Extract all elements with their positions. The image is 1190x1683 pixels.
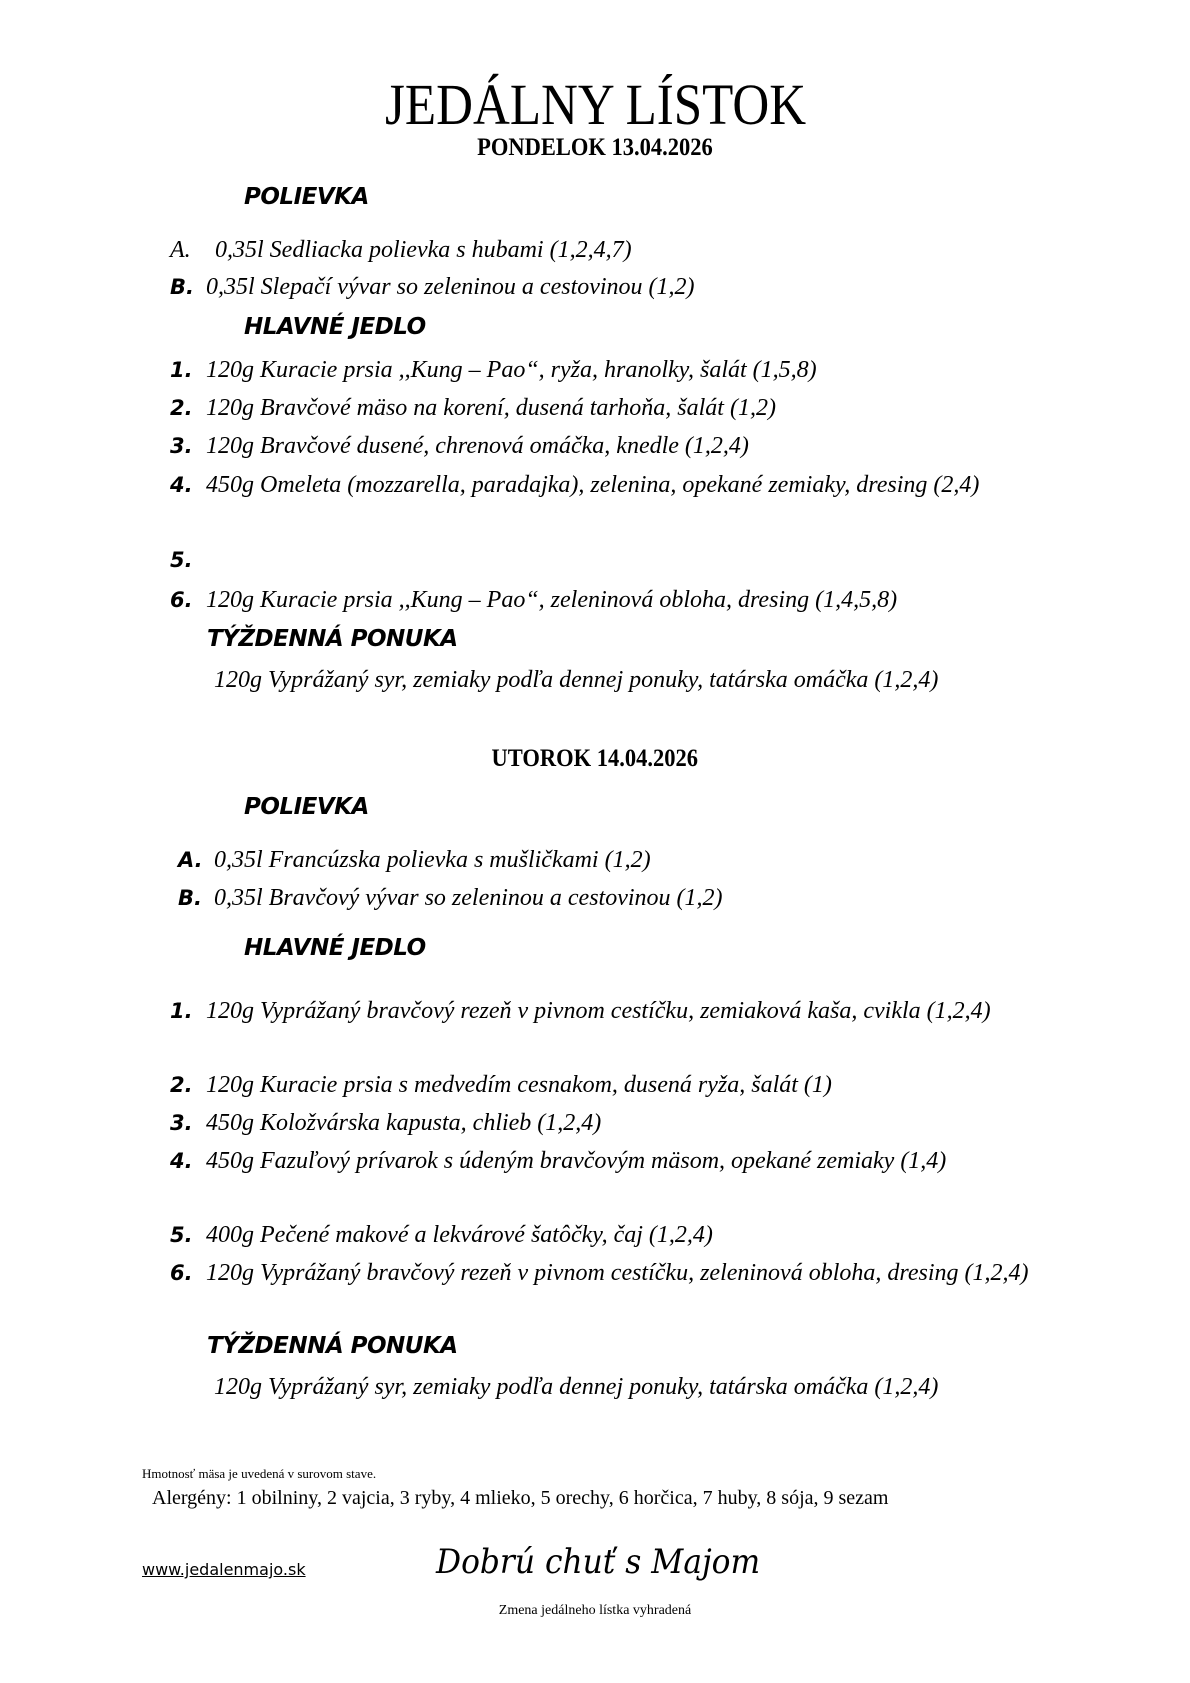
allergens-legend: Alergény: 1 obilniny, 2 vajcia, 3 ryby, 4 mlieko, 5 orechy, 6 horčica, 7 huby, 8 sója, 9 sezam bbox=[152, 1487, 889, 1509]
main-mark: 6. bbox=[170, 588, 193, 612]
main-text: 400g Pečené makové a lekvárové šatôčky, čaj (1,2,4) bbox=[206, 1222, 713, 1248]
main-mark: 1. bbox=[170, 999, 193, 1023]
main-text: 120g Bravčové mäso na korení, dusená tarhoňa, šalát (1,2) bbox=[206, 395, 776, 421]
page-title: JEDÁLNY LÍSTOK bbox=[385, 72, 807, 137]
main-mark: 5. bbox=[170, 1223, 193, 1247]
soup-text: 0,35l Francúzska polievka s mušličkami (1,2) bbox=[214, 847, 651, 873]
section-main-label: HLAVNÉ JEDLO bbox=[244, 935, 426, 961]
soup-text: 0,35l Sedliacka polievka s hubami (1,2,4,7) bbox=[215, 237, 632, 263]
main-item bbox=[170, 1218, 1050, 1252]
main-item bbox=[170, 429, 1050, 463]
main-mark: 1. bbox=[170, 358, 193, 382]
section-soup-label: POLIEVKA bbox=[244, 184, 369, 210]
main-mark: 2. bbox=[170, 1073, 193, 1097]
soup-mark: B. bbox=[170, 275, 194, 299]
soup-mark: B. bbox=[178, 886, 202, 910]
main-mark: 4. bbox=[170, 473, 193, 497]
soup-item bbox=[178, 843, 1058, 877]
main-mark: 5. bbox=[170, 548, 193, 572]
main-item bbox=[170, 1256, 1050, 1324]
section-main-label: HLAVNÉ JEDLO bbox=[244, 314, 426, 340]
weekly-item bbox=[214, 663, 1052, 731]
main-item bbox=[170, 1068, 1050, 1102]
main-text: 120g Kuracie prsia ,,Kung – Pao“, zeleninová obloha, dresing (1,4,5,8) bbox=[206, 587, 898, 613]
main-item bbox=[170, 994, 1050, 1062]
main-mark: 6. bbox=[170, 1261, 193, 1285]
main-text: 120g Vyprážaný bravčový rezeň v pivnom cestíčku, zeleninová obloha, dresing (1,2,4) bbox=[206, 1260, 1029, 1286]
soup-text: 0,35l Slepačí vývar so zeleninou a cestovinou (1,2) bbox=[206, 274, 695, 300]
soup-text: 0,35l Bravčový vývar so zeleninou a cestovinou (1,2) bbox=[214, 885, 723, 911]
weekly-text: 120g Vyprážaný syr, zemiaky podľa dennej ponuky, tatárska omáčka (1,2,4) bbox=[214, 1374, 939, 1400]
weekly-item bbox=[214, 1370, 1052, 1438]
soup-item bbox=[170, 270, 1050, 304]
main-text: 450g Omeleta (mozzarella, paradajka), zelenina, opekané zemiaky, dresing (2,4) bbox=[206, 472, 980, 498]
soup-mark: A. bbox=[178, 848, 203, 872]
website-link[interactable]: www.jedalenmajo.sk bbox=[142, 1560, 306, 1579]
main-text: 450g Koložvárska kapusta, chlieb (1,2,4) bbox=[206, 1110, 602, 1136]
main-mark: 3. bbox=[170, 434, 193, 458]
main-item bbox=[170, 391, 1050, 425]
main-mark: 2. bbox=[170, 396, 193, 420]
section-soup-label: POLIEVKA bbox=[244, 794, 369, 820]
section-weekly-label: TÝŽDENNÁ PONUKA bbox=[207, 626, 458, 652]
soup-item bbox=[170, 233, 1050, 267]
slogan: Dobrú chuť s Majom bbox=[436, 1542, 761, 1582]
change-notice: Zmena jedálneho lístka vyhradená bbox=[498, 1603, 692, 1618]
main-mark: 3. bbox=[170, 1111, 193, 1135]
main-item bbox=[170, 543, 1050, 577]
main-text: 450g Fazuľový prívarok s údeným bravčovým mäsom, opekané zemiaky (1,4) bbox=[206, 1148, 947, 1174]
main-item bbox=[170, 468, 1050, 536]
soup-mark: A. bbox=[170, 237, 191, 263]
main-item bbox=[170, 1106, 1050, 1140]
main-text: 120g Kuracie prsia s medvedím cesnakom, dusená ryža, šalát (1) bbox=[206, 1072, 832, 1098]
main-text: 120g Vyprážaný bravčový rezeň v pivnom cestíčku, zemiaková kaša, cvikla (1,2,4) bbox=[206, 998, 991, 1024]
day-heading-monday: PONDELOK 13.04.2026 bbox=[477, 134, 713, 161]
main-text: 120g Bravčové dusené, chrenová omáčka, knedle (1,2,4) bbox=[206, 433, 749, 459]
main-mark: 4. bbox=[170, 1149, 193, 1173]
day-heading-tuesday: UTOROK 14.04.2026 bbox=[491, 745, 699, 772]
section-weekly-label: TÝŽDENNÁ PONUKA bbox=[207, 1333, 458, 1359]
main-text: 120g Kuracie prsia ,,Kung – Pao“, ryža, hranolky, šalát (1,5,8) bbox=[206, 357, 817, 383]
soup-item bbox=[178, 881, 1058, 915]
weekly-text: 120g Vyprážaný syr, zemiaky podľa dennej ponuky, tatárska omáčka (1,2,4) bbox=[214, 667, 939, 693]
main-item bbox=[170, 1144, 1050, 1212]
main-item bbox=[170, 583, 1050, 617]
meat-weight-note: Hmotnosť mäsa je uvedená v surovom stave. bbox=[142, 1466, 377, 1481]
main-item bbox=[170, 353, 1050, 387]
